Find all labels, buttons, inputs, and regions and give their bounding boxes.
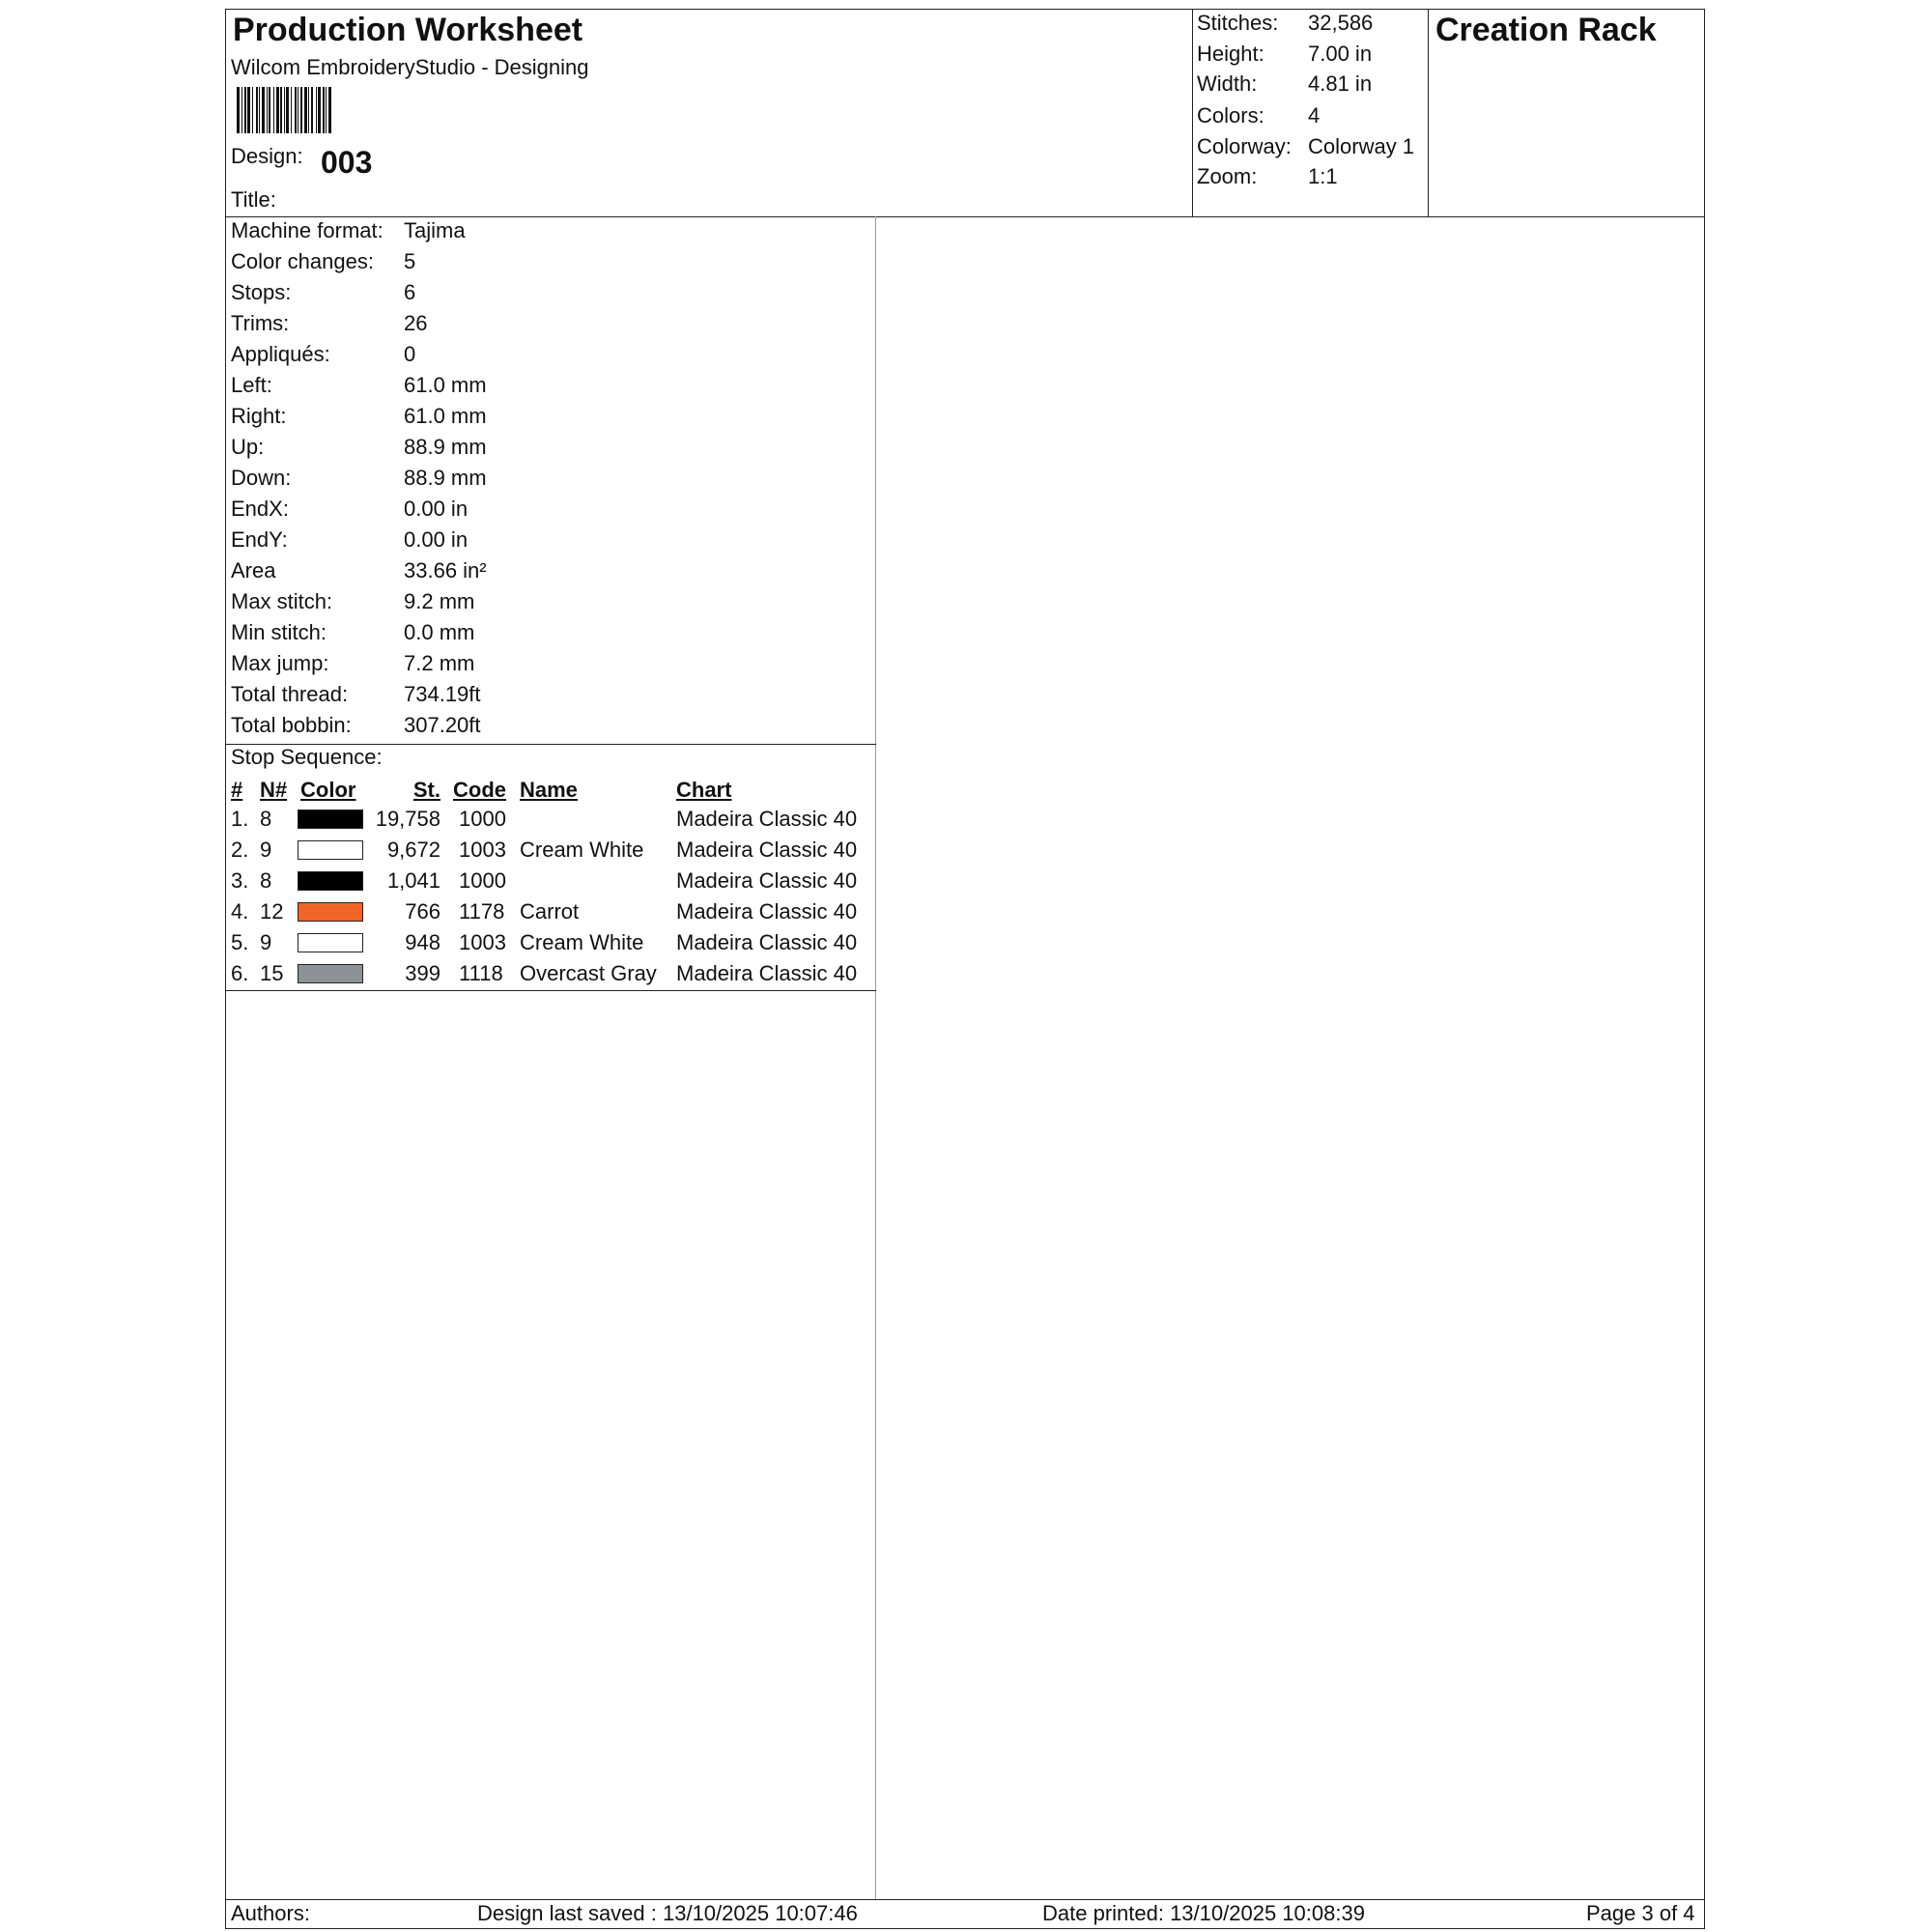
thread-code: 1000 [459,807,506,831]
summary-left-divider [1192,9,1193,217]
detail-label: Area [231,558,276,582]
column-header-stitches: St. [412,778,440,802]
detail-value: Tajima [404,218,466,242]
zoom-value: 1:1 [1308,164,1338,188]
stitch-count: 766 [405,899,440,923]
page-number: Page 3 of 4 [1586,1901,1695,1925]
stitch-count: 948 [405,930,440,954]
page-title: Production Worksheet [233,12,583,48]
colorway-value: Colorway 1 [1308,134,1415,158]
thread-chart: Madeira Classic 40 [676,868,858,893]
thread-name: Overcast Gray [520,961,657,985]
detail-label: Up: [231,435,265,459]
stitches-value: 32,586 [1308,11,1374,35]
detail-value: 88.9 mm [404,466,487,490]
thread-chart: Madeira Classic 40 [676,807,858,831]
thread-chart: Madeira Classic 40 [676,899,858,923]
stop-number: 3. [231,868,249,893]
detail-label: EndY: [231,527,288,552]
detail-label: Min stitch: [231,620,327,644]
needle-number: 9 [260,838,272,862]
detail-value: 0.00 in [404,527,469,552]
column-header-name: Name [520,778,578,802]
thread-name: Cream White [520,838,644,862]
detail-label: Appliqués: [231,342,330,366]
detail-value: 33.66 in² [404,558,487,582]
column-header-code: Code [453,778,506,802]
customer-name: Creation Rack [1435,12,1657,48]
thread-code: 1003 [459,838,506,862]
column-header-chart: Chart [676,778,732,802]
detail-label: EndX: [231,497,289,521]
stop-sequence-divider [225,990,876,991]
color-swatch [298,964,363,983]
stitch-count: 9,672 [386,838,440,862]
detail-value: 307.20ft [404,713,481,737]
customer-left-divider [1428,9,1429,217]
stop-number: 2. [231,838,249,862]
thread-code: 1000 [459,868,506,893]
thread-code: 1178 [459,899,505,923]
detail-value: 6 [404,280,416,304]
needle-number: 9 [260,930,272,954]
footer-divider [225,1899,1705,1900]
needle-number: 8 [260,868,272,893]
detail-label: Machine format: [231,218,384,242]
color-swatch [298,871,363,891]
color-swatch [298,902,363,922]
stop-number: 5. [231,930,249,954]
colorway-label: Colorway: [1197,134,1292,158]
thread-code: 1118 [459,961,503,985]
zoom-label: Zoom: [1197,164,1258,188]
detail-value: 0.00 in [404,497,469,521]
thread-chart: Madeira Classic 40 [676,838,858,862]
stitches-label: Stitches: [1197,11,1279,35]
height-label: Height: [1197,42,1264,66]
stop-number: 6. [231,961,249,985]
authors-label: Authors: [231,1901,310,1925]
detail-value: 61.0 mm [404,373,487,397]
width-label: Width: [1197,71,1258,96]
header-divider [225,216,1705,217]
detail-value: 88.9 mm [404,435,487,459]
colors-value: 4 [1308,103,1321,128]
stitch-count: 399 [405,961,440,985]
column-header-number: # [231,778,243,802]
design-label: Design: [231,144,303,168]
thread-chart: Madeira Classic 40 [676,930,858,954]
detail-label: Max stitch: [231,589,333,613]
detail-label: Right: [231,404,287,428]
thread-name: Carrot [520,899,580,923]
design-number: 003 [321,145,373,180]
needle-number: 15 [260,961,284,985]
detail-value: 734.19ft [404,682,481,706]
color-swatch [298,840,363,860]
color-swatch [298,933,363,952]
column-header-color: Color [300,778,356,802]
height-value: 7.00 in [1308,42,1373,66]
color-swatch [298,810,363,829]
preview-divider [875,216,876,1899]
stop-sequence-heading: Stop Sequence: [231,745,383,769]
detail-label: Stops: [231,280,292,304]
needle-number: 8 [260,807,272,831]
colors-label: Colors: [1197,103,1264,128]
detail-value: 0 [404,342,416,366]
detail-label: Down: [231,466,292,490]
detail-label: Total bobbin: [231,713,352,737]
column-header-needle: N# [260,778,288,802]
needle-number: 12 [260,899,284,923]
detail-label: Left: [231,373,272,397]
detail-value: 61.0 mm [404,404,487,428]
worksheet-frame [225,9,1705,1929]
stop-number: 4. [231,899,249,923]
detail-value: 7.2 mm [404,651,475,675]
barcode [237,87,356,133]
stop-number: 1. [231,807,249,831]
detail-label: Max jump: [231,651,329,675]
detail-label: Color changes: [231,249,374,273]
detail-label: Trims: [231,311,290,335]
detail-value: 9.2 mm [404,589,475,613]
thread-chart: Madeira Classic 40 [676,961,858,985]
detail-value: 0.0 mm [404,620,475,644]
title-label: Title: [231,187,276,212]
detail-value: 26 [404,311,428,335]
design-last-saved: Design last saved : 13/10/2025 10:07:46 [477,1901,858,1925]
stitch-count: 1,041 [386,868,440,893]
software-name: Wilcom EmbroideryStudio - Designing [231,55,589,79]
date-printed: Date printed: 13/10/2025 10:08:39 [1042,1901,1365,1925]
width-value: 4.81 in [1308,71,1373,96]
stitch-count: 19,758 [375,807,440,831]
thread-name: Cream White [520,930,644,954]
thread-code: 1003 [459,930,506,954]
detail-value: 5 [404,249,416,273]
detail-label: Total thread: [231,682,349,706]
